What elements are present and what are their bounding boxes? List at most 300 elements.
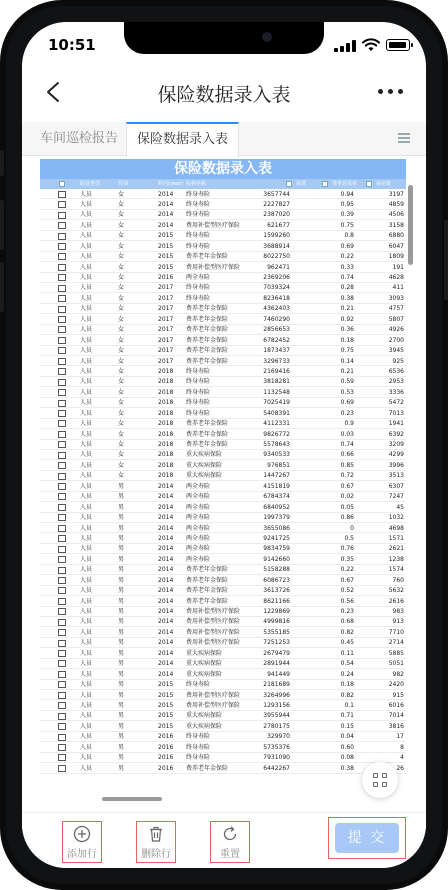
cell-occupation[interactable]: 人员 xyxy=(80,232,93,240)
cell-year[interactable]: 2015 xyxy=(158,691,174,699)
cell-premium[interactable]: 7931090 xyxy=(263,754,290,762)
cell-premium[interactable]: 5408391 xyxy=(263,409,290,417)
cell-premium[interactable]: 3955944 xyxy=(263,712,290,720)
cell-year[interactable]: 2018 xyxy=(158,472,174,480)
cell-gender[interactable]: 男 xyxy=(118,639,125,647)
cell-year[interactable]: 2018 xyxy=(158,451,174,459)
row-checkbox[interactable] xyxy=(58,723,66,730)
cell-year[interactable]: 2015 xyxy=(158,232,174,240)
table-row[interactable] xyxy=(40,607,406,617)
cell-gender[interactable]: 女 xyxy=(118,200,125,208)
cell-occupation[interactable]: 人员 xyxy=(80,221,93,229)
cell-year[interactable]: 2018 xyxy=(158,461,174,469)
table-row[interactable] xyxy=(40,210,406,220)
cell-gender[interactable]: 男 xyxy=(118,743,125,751)
cell-gender[interactable]: 女 xyxy=(118,263,125,271)
cell-insurance-type[interactable]: 终身寿险 xyxy=(186,754,211,762)
row-checkbox[interactable] xyxy=(58,400,66,407)
cell-year[interactable]: 2014 xyxy=(158,200,174,208)
cell-insurance-type[interactable]: 费养老年金保险 xyxy=(186,597,229,605)
row-checkbox[interactable] xyxy=(58,577,66,584)
cell-occupation[interactable]: 人员 xyxy=(80,743,93,751)
cell-occupation[interactable]: 人员 xyxy=(80,576,93,584)
cell-premium[interactable]: 2387020 xyxy=(263,211,290,219)
cell-policy-count[interactable]: 2616 xyxy=(388,597,404,605)
cell-insurance-type[interactable]: 两全寿险 xyxy=(186,503,211,511)
table-row[interactable] xyxy=(40,471,406,481)
vertical-scrollbar[interactable] xyxy=(408,185,413,265)
table-row[interactable] xyxy=(40,252,406,262)
cell-policy-count[interactable]: 1032 xyxy=(388,514,404,522)
cell-insurance-type[interactable]: 费养老年金保险 xyxy=(186,420,229,428)
cell-policy-count[interactable]: 7013 xyxy=(388,409,404,417)
cell-year[interactable]: 2014 xyxy=(158,587,174,595)
cell-occupation[interactable]: 人员 xyxy=(80,211,93,219)
cell-insurance-type[interactable]: 终身寿险 xyxy=(186,733,211,741)
table-row[interactable] xyxy=(40,586,406,596)
cell-insurance-type[interactable]: 费养老年金保险 xyxy=(186,305,229,313)
cell-year[interactable]: 2015 xyxy=(158,253,174,261)
table-row[interactable] xyxy=(40,220,406,230)
cell-policy-count[interactable]: 983 xyxy=(392,608,404,615)
cell-rate[interactable]: 0.92 xyxy=(340,315,354,323)
cell-insurance-type[interactable]: 重大疾病保险 xyxy=(186,660,223,668)
cell-occupation[interactable]: 人员 xyxy=(80,409,93,417)
cell-policy-count[interactable]: 1571 xyxy=(388,534,404,542)
cell-gender[interactable]: 男 xyxy=(118,712,125,720)
cell-insurance-type[interactable]: 两全寿险 xyxy=(186,514,211,522)
cell-insurance-type[interactable]: 重大疾病保险 xyxy=(186,461,223,469)
cell-rate[interactable]: 0 xyxy=(350,524,354,532)
row-checkbox[interactable] xyxy=(58,744,66,751)
cell-occupation[interactable]: 人员 xyxy=(80,670,93,678)
cell-year[interactable]: 2017 xyxy=(158,305,174,313)
cell-policy-count[interactable]: 191 xyxy=(392,263,404,271)
cell-occupation[interactable]: 人员 xyxy=(80,367,93,375)
row-checkbox[interactable] xyxy=(58,201,66,208)
cell-policy-count[interactable]: 760 xyxy=(392,576,404,584)
table-row[interactable] xyxy=(40,732,406,742)
cell-premium[interactable]: 1599260 xyxy=(263,232,290,240)
table-row[interactable] xyxy=(40,199,406,209)
cell-premium[interactable]: 4362403 xyxy=(263,305,290,313)
cell-rate[interactable]: 0.60 xyxy=(340,743,354,751)
cell-premium[interactable]: 3264996 xyxy=(263,691,290,699)
cell-gender[interactable]: 女 xyxy=(118,430,125,438)
cell-year[interactable]: 2018 xyxy=(158,409,174,417)
cell-gender[interactable]: 女 xyxy=(118,357,125,365)
cell-policy-count[interactable]: 5051 xyxy=(388,660,404,668)
cell-premium[interactable]: 9241725 xyxy=(263,534,290,542)
cell-policy-count[interactable]: 3093 xyxy=(388,294,404,302)
cell-occupation[interactable]: 人员 xyxy=(80,639,93,647)
cell-gender[interactable]: 男 xyxy=(118,754,125,762)
row-checkbox[interactable] xyxy=(58,295,66,302)
table-row[interactable] xyxy=(40,617,406,627)
cell-rate[interactable]: 0.39 xyxy=(340,211,354,219)
table-row[interactable] xyxy=(40,513,406,523)
row-checkbox[interactable] xyxy=(58,629,66,636)
cell-insurance-type[interactable]: 费养老年金保险 xyxy=(186,587,229,595)
cell-premium[interactable]: 7460290 xyxy=(263,315,290,323)
cell-rate[interactable]: 0.22 xyxy=(340,253,354,261)
row-checkbox[interactable] xyxy=(58,243,66,250)
cell-policy-count[interactable]: 2420 xyxy=(388,681,404,689)
row-checkbox[interactable] xyxy=(58,462,66,469)
table-row[interactable] xyxy=(40,387,406,397)
cell-occupation[interactable]: 人员 xyxy=(80,190,93,198)
cell-premium[interactable]: 5158288 xyxy=(263,566,290,574)
cell-insurance-type[interactable]: 费用补偿型医疗保险 xyxy=(186,221,241,229)
cell-gender[interactable]: 女 xyxy=(118,305,125,313)
cell-rate[interactable]: 0.52 xyxy=(340,587,354,595)
table-row[interactable] xyxy=(40,460,406,470)
cell-gender[interactable]: 男 xyxy=(118,733,125,741)
cell-policy-count[interactable]: 5885 xyxy=(388,649,404,657)
cell-gender[interactable]: 女 xyxy=(118,441,125,448)
table-row[interactable] xyxy=(40,596,406,606)
cell-occupation[interactable]: 人员 xyxy=(80,493,93,501)
cell-policy-count[interactable]: 2621 xyxy=(388,545,404,553)
cell-year[interactable]: 2014 xyxy=(158,545,174,553)
cell-gender[interactable]: 男 xyxy=(118,482,125,490)
cell-rate[interactable]: 0.28 xyxy=(340,284,354,292)
cell-premium[interactable]: 3296733 xyxy=(263,357,290,365)
tab-workshop-inspection[interactable]: 车间巡检报告 xyxy=(40,131,119,146)
cell-gender[interactable]: 女 xyxy=(118,336,125,344)
cell-year[interactable]: 2015 xyxy=(158,712,174,720)
cell-premium[interactable]: 8022750 xyxy=(263,253,290,261)
cell-policy-count[interactable]: 26 xyxy=(396,764,404,772)
reset-button[interactable] xyxy=(210,821,250,863)
cell-insurance-type[interactable]: 费用补偿型医疗保险 xyxy=(186,628,241,636)
table-row[interactable] xyxy=(40,669,406,679)
cell-occupation[interactable]: 人员 xyxy=(80,242,93,250)
cell-occupation[interactable]: 人员 xyxy=(80,284,93,292)
table-row[interactable] xyxy=(40,450,406,460)
cell-policy-count[interactable]: 17 xyxy=(396,733,404,741)
cell-occupation[interactable]: 人员 xyxy=(80,649,93,657)
table-row[interactable] xyxy=(40,262,406,272)
submit-button[interactable]: 提 交 xyxy=(335,823,399,853)
cell-gender[interactable]: 男 xyxy=(118,503,125,511)
table-row[interactable] xyxy=(40,335,406,345)
row-checkbox[interactable] xyxy=(58,619,66,626)
cell-insurance-type[interactable]: 费养老年金保险 xyxy=(186,566,229,574)
cell-insurance-type[interactable]: 费用补偿型医疗保险 xyxy=(186,639,241,647)
table-row[interactable] xyxy=(40,377,406,387)
table-row[interactable] xyxy=(40,753,406,763)
cell-policy-count[interactable]: 411 xyxy=(392,284,404,292)
row-checkbox[interactable] xyxy=(58,389,66,396)
cell-rate[interactable]: 0.18 xyxy=(340,336,354,344)
cell-year[interactable]: 2014 xyxy=(158,503,174,511)
cell-policy-count[interactable]: 4859 xyxy=(388,200,404,208)
cell-rate[interactable]: 0.82 xyxy=(340,628,354,636)
cell-gender[interactable]: 女 xyxy=(118,451,125,459)
cell-gender[interactable]: 女 xyxy=(118,378,125,386)
cell-gender[interactable]: 男 xyxy=(118,722,125,730)
cell-gender[interactable]: 男 xyxy=(118,587,125,595)
cell-insurance-type[interactable]: 两全寿险 xyxy=(186,555,211,563)
cell-gender[interactable]: 女 xyxy=(118,388,125,396)
table-row[interactable] xyxy=(40,481,406,491)
cell-premium[interactable]: 2856653 xyxy=(263,326,290,334)
cell-rate[interactable]: 0.14 xyxy=(340,357,354,365)
cell-occupation[interactable]: 人员 xyxy=(80,253,93,261)
cell-rate[interactable]: 0.24 xyxy=(340,670,354,678)
cell-rate[interactable]: 0.74 xyxy=(340,274,354,281)
cell-occupation[interactable]: 人员 xyxy=(80,347,93,355)
cell-year[interactable]: 2017 xyxy=(158,336,174,344)
cell-year[interactable]: 2018 xyxy=(158,430,174,438)
cell-premium[interactable]: 3655086 xyxy=(263,524,290,532)
cell-rate[interactable]: 0.72 xyxy=(340,472,354,480)
cell-year[interactable]: 2014 xyxy=(158,639,174,647)
cell-gender[interactable]: 男 xyxy=(118,681,125,689)
horizontal-scrollbar[interactable] xyxy=(102,797,162,801)
cell-rate[interactable]: 0.82 xyxy=(340,691,354,699)
column-filter-icon[interactable] xyxy=(286,181,292,187)
row-checkbox[interactable] xyxy=(58,608,66,615)
cell-premium[interactable]: 1873437 xyxy=(263,347,290,355)
grid-icon[interactable] xyxy=(362,762,398,798)
cell-year[interactable]: 2014 xyxy=(158,628,174,636)
cell-premium[interactable]: 9826772 xyxy=(263,430,290,438)
cell-premium[interactable]: 4151819 xyxy=(263,482,290,490)
cell-occupation[interactable]: 人员 xyxy=(80,430,93,438)
table-row[interactable] xyxy=(40,721,406,731)
row-checkbox[interactable] xyxy=(58,504,66,511)
cell-premium[interactable]: 941449 xyxy=(267,670,290,678)
cell-rate[interactable]: 0.94 xyxy=(340,190,354,198)
cell-rate[interactable]: 0.95 xyxy=(340,200,354,208)
table-row[interactable] xyxy=(40,398,406,408)
cell-rate[interactable]: 0.5 xyxy=(344,534,354,542)
cell-occupation[interactable]: 人员 xyxy=(80,660,93,668)
cell-year[interactable]: 2014 xyxy=(158,670,174,678)
cell-occupation[interactable]: 人员 xyxy=(80,628,93,636)
row-checkbox[interactable] xyxy=(58,765,66,772)
cell-year[interactable]: 2014 xyxy=(158,576,174,584)
cell-gender[interactable]: 女 xyxy=(118,190,125,198)
cell-year[interactable]: 2015 xyxy=(158,242,174,250)
cell-rate[interactable]: 0.23 xyxy=(340,409,354,417)
cell-gender[interactable]: 女 xyxy=(118,420,125,428)
cell-premium[interactable]: 962471 xyxy=(267,263,290,271)
cell-rate[interactable]: 0.75 xyxy=(340,221,354,229)
cell-premium[interactable]: 5735376 xyxy=(263,743,290,751)
table-row[interactable] xyxy=(40,314,406,324)
cell-year[interactable]: 2018 xyxy=(158,367,174,375)
row-checkbox[interactable] xyxy=(58,473,66,480)
cell-occupation[interactable]: 人员 xyxy=(80,555,93,563)
cell-gender[interactable]: 男 xyxy=(118,670,125,678)
table-row[interactable] xyxy=(40,648,406,658)
row-checkbox[interactable] xyxy=(58,556,66,563)
cell-year[interactable]: 2017 xyxy=(158,347,174,355)
cell-rate[interactable]: 0.67 xyxy=(340,482,354,490)
cell-premium[interactable]: 976851 xyxy=(267,461,290,469)
cell-gender[interactable]: 男 xyxy=(118,649,125,657)
row-checkbox[interactable] xyxy=(58,514,66,521)
cell-rate[interactable]: 0.03 xyxy=(340,430,354,438)
row-checkbox[interactable] xyxy=(58,441,66,448)
cell-occupation[interactable]: 人员 xyxy=(80,336,93,344)
cell-occupation[interactable]: 人员 xyxy=(80,691,93,699)
cell-rate[interactable]: 0.53 xyxy=(340,388,354,396)
table-row[interactable] xyxy=(40,690,406,700)
cell-rate[interactable]: 0.56 xyxy=(340,597,354,605)
cell-insurance-type[interactable]: 终身寿险 xyxy=(186,294,211,302)
cell-year[interactable]: 2014 xyxy=(158,649,174,657)
row-checkbox[interactable] xyxy=(58,410,66,417)
cell-insurance-type[interactable]: 费养老年金保险 xyxy=(186,576,229,584)
cell-year[interactable]: 2017 xyxy=(158,284,174,292)
cell-occupation[interactable]: 人员 xyxy=(80,545,93,553)
cell-policy-count[interactable]: 6536 xyxy=(388,367,404,375)
cell-year[interactable]: 2014 xyxy=(158,524,174,532)
table-row[interactable] xyxy=(40,502,406,512)
row-checkbox[interactable] xyxy=(58,420,66,427)
cell-occupation[interactable]: 人员 xyxy=(80,524,93,532)
cell-policy-count[interactable]: 2714 xyxy=(388,639,404,647)
cell-rate[interactable]: 0.85 xyxy=(340,461,354,469)
table-row[interactable] xyxy=(40,356,406,366)
cell-gender[interactable]: 女 xyxy=(118,274,125,281)
row-checkbox[interactable] xyxy=(58,431,66,438)
row-checkbox[interactable] xyxy=(58,358,66,365)
cell-year[interactable]: 2014 xyxy=(158,566,174,574)
cell-insurance-type[interactable]: 费养老年金保险 xyxy=(186,326,229,334)
cell-premium[interactable]: 6442267 xyxy=(263,764,290,772)
cell-year[interactable]: 2015 xyxy=(158,263,174,271)
cell-policy-count[interactable]: 3996 xyxy=(388,461,404,469)
cell-insurance-type[interactable]: 终身寿险 xyxy=(186,681,211,689)
cell-occupation[interactable]: 人员 xyxy=(80,294,93,302)
cell-rate[interactable]: 0.71 xyxy=(340,712,354,720)
cell-occupation[interactable]: 人员 xyxy=(80,451,93,459)
cell-occupation[interactable]: 人员 xyxy=(80,461,93,469)
cell-premium[interactable]: 2369206 xyxy=(263,274,290,281)
cell-year[interactable]: 2014 xyxy=(158,221,174,229)
cell-gender[interactable]: 女 xyxy=(118,315,125,323)
table-row[interactable] xyxy=(40,346,406,356)
cell-gender[interactable]: 女 xyxy=(118,221,125,229)
cell-policy-count[interactable]: 982 xyxy=(392,670,404,678)
cell-insurance-type[interactable]: 终身寿险 xyxy=(186,388,211,396)
cell-occupation[interactable]: 人员 xyxy=(80,514,93,522)
cell-year[interactable]: 2015 xyxy=(158,681,174,689)
cell-occupation[interactable]: 人员 xyxy=(80,263,93,271)
cell-insurance-type[interactable]: 费养老年金保险 xyxy=(186,764,229,772)
cell-policy-count[interactable]: 913 xyxy=(392,618,404,626)
cell-year[interactable]: 2014 xyxy=(158,190,174,198)
row-checkbox[interactable] xyxy=(58,671,66,678)
cell-insurance-type[interactable]: 重大疾病保险 xyxy=(186,451,223,459)
cell-gender[interactable]: 男 xyxy=(118,608,125,615)
cell-insurance-type[interactable]: 终身寿险 xyxy=(186,190,211,198)
cell-insurance-type[interactable]: 费养老年金保险 xyxy=(186,430,229,438)
cell-rate[interactable]: 0.15 xyxy=(340,722,354,730)
cell-policy-count[interactable]: 4628 xyxy=(388,274,404,281)
cell-premium[interactable]: 7039324 xyxy=(263,284,290,292)
cell-policy-count[interactable]: 3513 xyxy=(388,472,404,480)
cell-rate[interactable]: 0.38 xyxy=(340,294,354,302)
cell-premium[interactable]: 2780175 xyxy=(263,722,290,730)
cell-insurance-type[interactable]: 终身寿险 xyxy=(186,399,211,407)
row-checkbox[interactable] xyxy=(58,598,66,605)
column-filter-icon[interactable] xyxy=(366,181,372,187)
cell-occupation[interactable]: 人员 xyxy=(80,754,93,762)
cell-insurance-type[interactable]: 费用补偿型医疗保险 xyxy=(186,263,241,271)
cell-rate[interactable]: 0.11 xyxy=(340,649,354,657)
cell-policy-count[interactable]: 7014 xyxy=(388,712,404,720)
cell-occupation[interactable]: 人员 xyxy=(80,764,93,772)
cell-gender[interactable]: 女 xyxy=(118,399,125,407)
cell-premium[interactable]: 9142660 xyxy=(263,555,290,563)
cell-year[interactable]: 2015 xyxy=(158,722,174,730)
cell-rate[interactable]: 0.1 xyxy=(344,701,354,709)
cell-premium[interactable]: 1132548 xyxy=(263,388,290,396)
cell-rate[interactable]: 0.75 xyxy=(340,347,354,355)
row-checkbox[interactable] xyxy=(58,567,66,574)
cell-policy-count[interactable]: 5807 xyxy=(388,315,404,323)
cell-policy-count[interactable]: 45 xyxy=(396,503,404,511)
cell-occupation[interactable]: 人员 xyxy=(80,722,93,730)
cell-occupation[interactable]: 人员 xyxy=(80,420,93,428)
cell-occupation[interactable]: 人员 xyxy=(80,608,93,615)
cell-premium[interactable]: 621677 xyxy=(267,221,290,229)
cell-insurance-type[interactable]: 费养老年金保险 xyxy=(186,441,229,448)
cell-year[interactable]: 2015 xyxy=(158,701,174,709)
cell-insurance-type[interactable]: 终身寿险 xyxy=(186,284,211,292)
cell-year[interactable]: 2016 xyxy=(158,764,174,772)
cell-year[interactable]: 2014 xyxy=(158,493,174,501)
table-row[interactable] xyxy=(40,638,406,648)
cell-premium[interactable]: 7251253 xyxy=(263,639,290,647)
cell-occupation[interactable]: 人员 xyxy=(80,378,93,386)
cell-insurance-type[interactable]: 费用补偿型医疗保险 xyxy=(186,618,241,626)
cell-rate[interactable]: 0.45 xyxy=(340,639,354,647)
cell-year[interactable]: 2018 xyxy=(158,441,174,448)
row-checkbox[interactable] xyxy=(58,337,66,344)
cell-insurance-type[interactable]: 终身寿险 xyxy=(186,211,211,219)
cell-premium[interactable]: 329970 xyxy=(267,733,290,741)
cell-premium[interactable]: 3688914 xyxy=(263,242,290,250)
cell-insurance-type[interactable]: 费养老年金保险 xyxy=(186,253,229,261)
cell-policy-count[interactable]: 6880 xyxy=(388,232,404,240)
row-checkbox[interactable] xyxy=(58,212,66,219)
row-checkbox[interactable] xyxy=(58,274,66,281)
row-checkbox[interactable] xyxy=(58,452,66,459)
cell-rate[interactable]: 0.21 xyxy=(340,305,354,313)
cell-year[interactable]: 2018 xyxy=(158,388,174,396)
column-filter-icon[interactable] xyxy=(322,181,328,187)
cell-year[interactable]: 2017 xyxy=(158,294,174,302)
cell-premium[interactable]: 2891944 xyxy=(263,660,290,668)
row-checkbox[interactable] xyxy=(58,222,66,229)
cell-gender[interactable]: 男 xyxy=(118,701,125,709)
cell-gender[interactable]: 男 xyxy=(118,618,125,626)
row-checkbox[interactable] xyxy=(58,253,66,260)
table-row[interactable] xyxy=(40,711,406,721)
table-row[interactable] xyxy=(40,241,406,251)
cell-occupation[interactable]: 人员 xyxy=(80,618,93,626)
row-checkbox[interactable] xyxy=(58,713,66,720)
cell-premium[interactable]: 1997379 xyxy=(263,514,290,522)
cell-gender[interactable]: 女 xyxy=(118,472,125,480)
